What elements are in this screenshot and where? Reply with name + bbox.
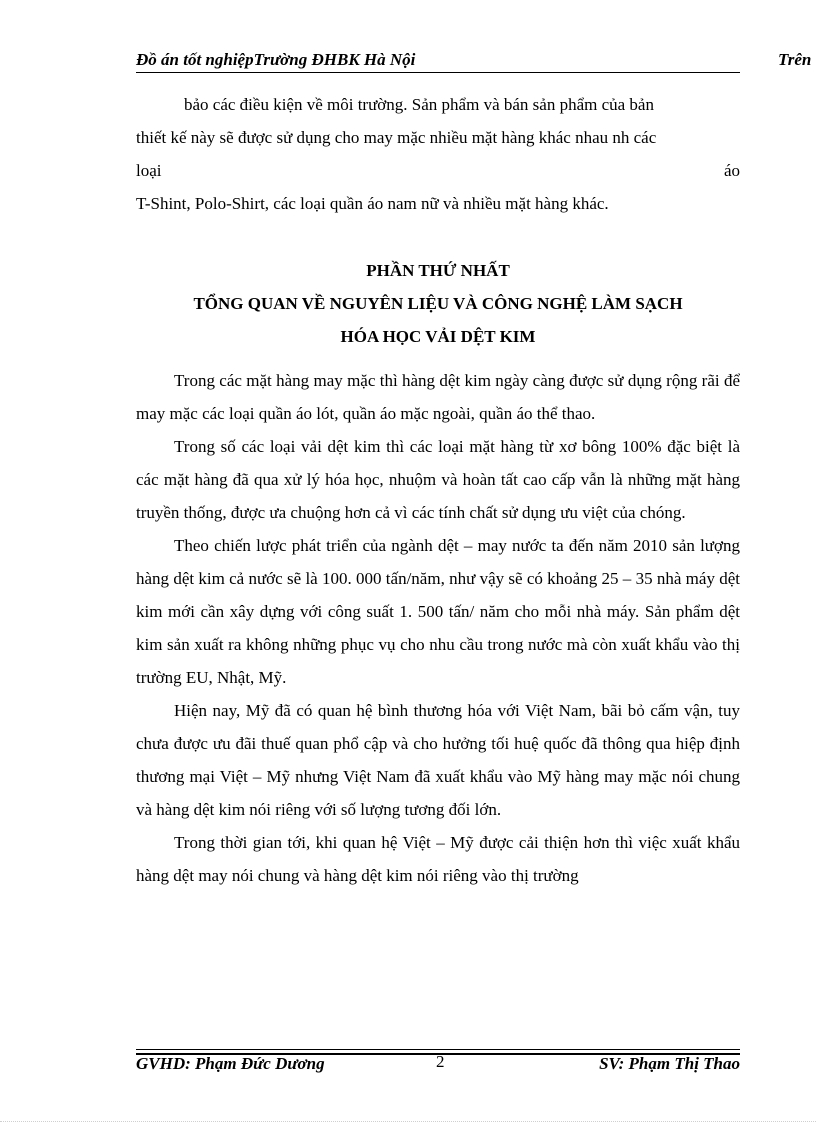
chapter-title-line-2: HÓA HỌC VẢI DỆT KIM [340,327,536,346]
chapter-title-line-1: TỔNG QUAN VỀ NGUYÊN LIỆU VÀ CÔNG NGHỆ LÀM SẠCH [193,294,683,313]
intro-block [136,88,740,220]
intro-line-1: bảo các điều kiện về môi trường. Sản phẩm và bán sản phẩm của bản [184,95,654,114]
paragraph-2: Trong số các loại vải dệt kim thì các loại mặt hàng từ xơ bông 100% đặc biệt là các mặt hàng đã qua xử lý hóa học, nhuộm và hoàn tất cao cấp vẫn là những mặt hàng truyền thống, được ưa chuộng hơn cả vì các tính chất sử dụng ưu việt của chóng. [136,437,740,522]
intro-line-2: thiết kế này sẽ được sử dụng cho may mặc nhiều mặt hàng khác nhau nh các [136,128,657,147]
intro-line-3 [136,154,740,187]
header-left-text: Đồ án tốt nghiệpTrường ĐHBK Hà Nội [136,50,416,69]
main-body [136,364,740,892]
paragraph-1: Trong các mặt hàng may mặc thì hàng dệt kim ngày càng được sử dụng rộng rãi để may mặc các loại quần áo lót, quần áo mặc ngoài, quần áo thể thao. [136,371,740,423]
page-bottom-divider [0,1121,816,1122]
page-number: 2 [436,1052,445,1071]
intro-line-3-left: loại [136,161,162,180]
header-right-text: Trên [778,50,812,69]
paragraph-4: Hiện nay, Mỹ đã có quan hệ bình thương hóa với Việt Nam, bãi bỏ cấm vận, tuy chưa được ưu đãi thuế quan phổ cập và cho hưởng tối huệ quốc đã thông qua hiệp định thương mại Việt – Mỹ nhưng Việt Nam đã xuất khẩu vào Mỹ hàng may mặc nói chung và hàng dệt kim nói riêng với số lượng tương đối lớn. [136,701,740,819]
footer-rule-thin [136,1049,740,1050]
chapter-titles [136,254,740,353]
page-header [136,50,816,74]
paragraph-3: Theo chiến lược phát triển của ngành dệt – may nước ta đến năm 2010 sản lượng hàng dệt kim cả nước sẽ là 100. 000 tấn/năm, như vậy sẽ có khoảng 25 – 35 nhà máy dệt kim mới cần xây dựng với công suất 1. 500 tấn/ năm cho mỗi nhà máy. Sản phẩm dệt kim sản xuất ra không những phục vụ cho nhu cầu trong nước mà còn xuất khẩu vào thị trường EU, Nhật, Mỹ. [136,536,740,687]
page-footer [136,1054,740,1078]
footer-student: SV: Phạm Thị Thao [599,1054,740,1073]
footer-advisor: GVHD: Phạm Đức Dương [136,1054,325,1073]
header-rule [136,72,740,73]
intro-line-3-right: áo [723,161,740,180]
paragraph-5: Trong thời gian tới, khi quan hệ Việt – Mỹ được cải thiện hơn thì việc xuất khẩu hàng dệt may nói chung và hàng dệt kim nói riêng vào thị trường [136,833,740,885]
part-title: PHẦN THỨ NHẤT [366,261,510,280]
intro-line-4: T-Shint, Polo-Shirt, các loại quần áo nam nữ và nhiều mặt hàng khác. [136,194,609,213]
